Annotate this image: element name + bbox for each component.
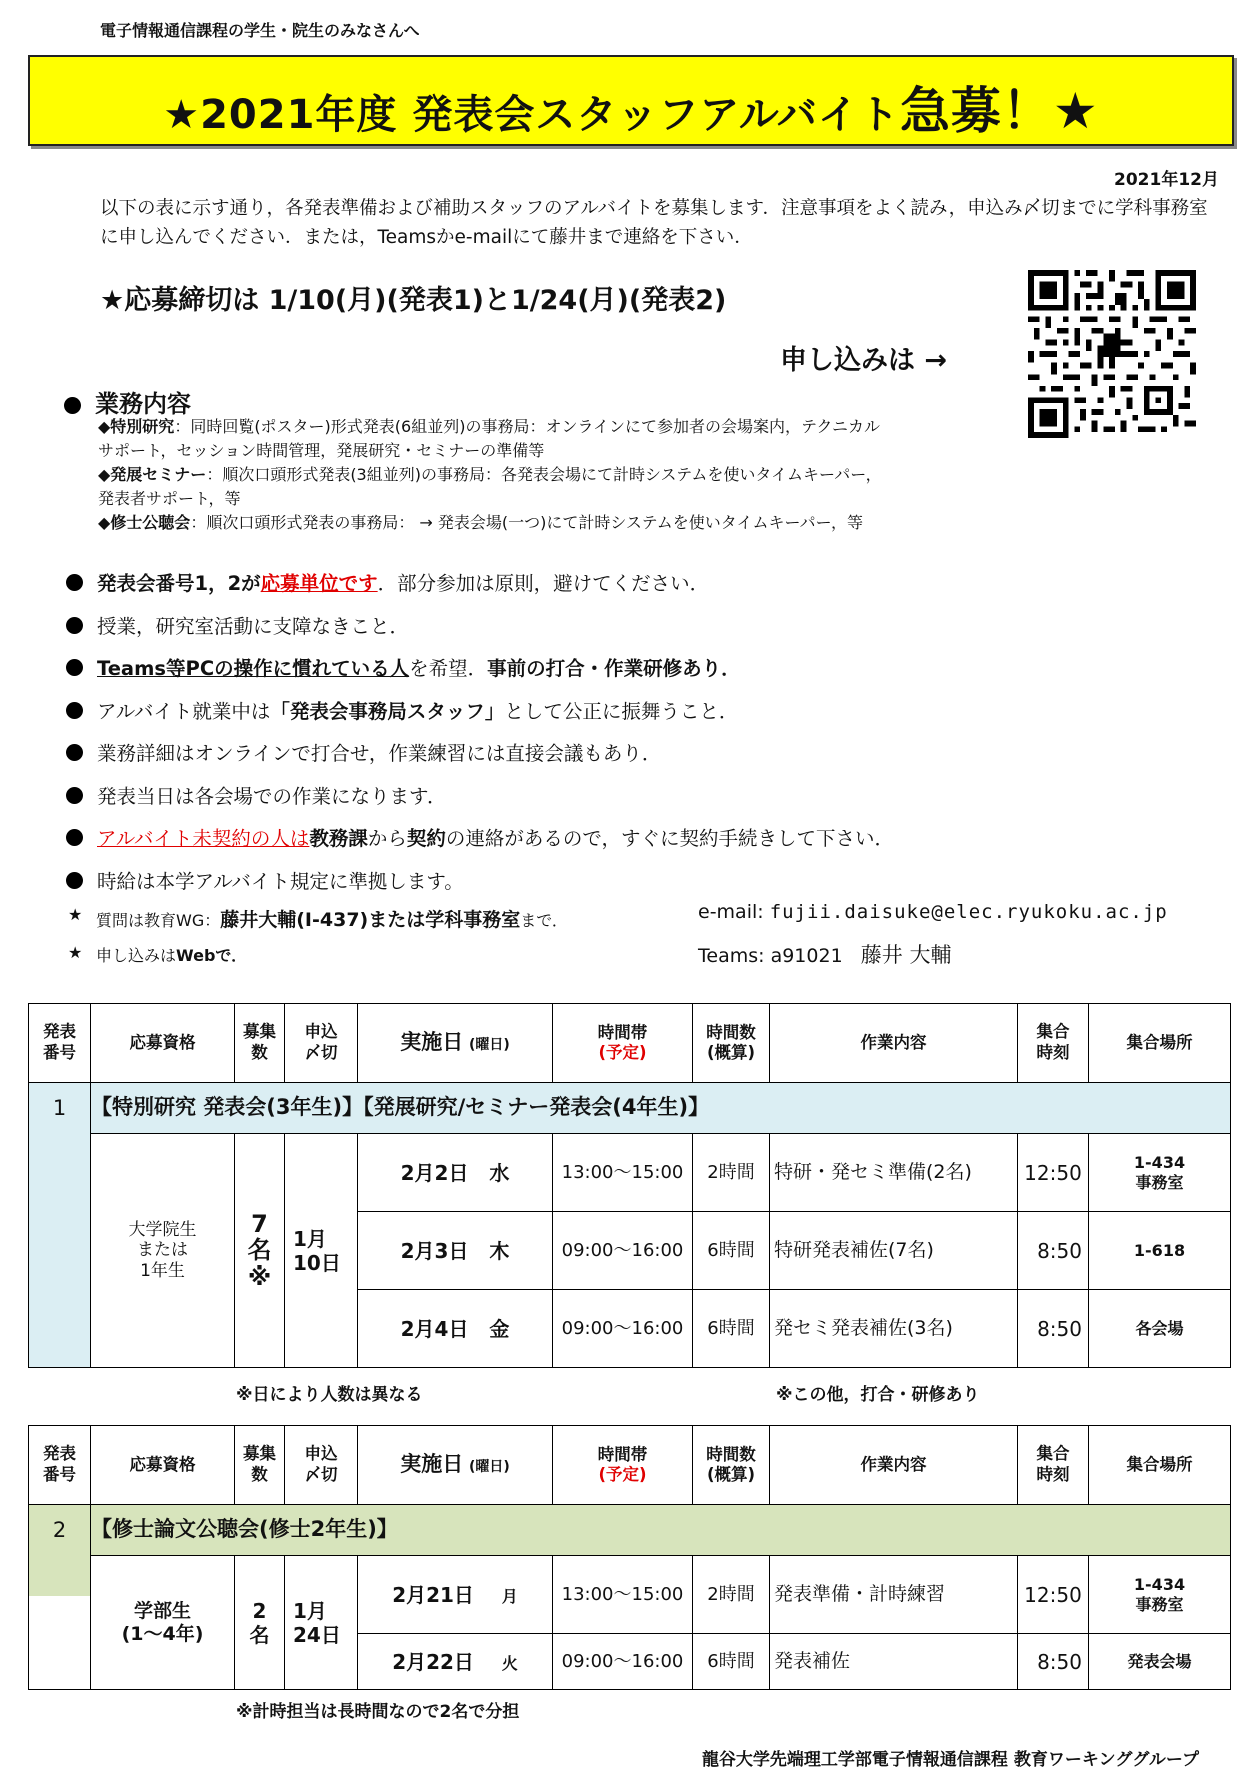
- table-row: [29, 1556, 1231, 1634]
- work-hours: 6時間: [693, 1290, 770, 1368]
- bullet-dot-icon: [66, 574, 83, 591]
- col-date: 実施日 (曜日): [358, 1004, 553, 1083]
- event-date: 2月21日 月: [358, 1556, 553, 1634]
- condition-item: アルバイト未契約の人は教務課から契約の連絡があるので，すぐに契約手続きして下さい．: [66, 823, 1216, 866]
- event-date: 2月3日 木: [358, 1212, 553, 1290]
- event-date: 2月22日 火: [358, 1634, 553, 1690]
- work-content: 特研・発セミ準備(2名): [770, 1134, 1018, 1212]
- qr-code-icon[interactable]: [1028, 270, 1196, 438]
- bullet-dot-icon: [66, 659, 83, 676]
- condition-item: 時給は本学アルバイト規定に準拠します。: [66, 866, 1216, 909]
- conditions-list: [66, 568, 1216, 908]
- col-no: 発表番号: [29, 1004, 91, 1083]
- time-slot: 13:00～15:00: [553, 1556, 693, 1634]
- intro-text: 以下の表に示す通り，各発表準備および補助スタッフのアルバイトを募集します．注意事項をよく読み，申込み〆切までに学科事務室に申し込んでください．または，Teamsかe-mailにて藤井まで連絡を下さい．: [100, 198, 1208, 248]
- meet-place: 1-618: [1089, 1212, 1231, 1290]
- apply-prompt: 申し込みは →: [780, 345, 948, 376]
- work-hours: 2時間: [693, 1134, 770, 1212]
- bullet-dot-icon: [66, 744, 83, 761]
- work-hours: 2時間: [693, 1556, 770, 1634]
- table-row: [29, 1134, 1231, 1212]
- duty-item-cont: 発表者サポート，等: [98, 489, 241, 508]
- deadline-notice: ★応募締切は 1/10(月)(発表1)と1/24(月)(発表2): [100, 285, 727, 316]
- condition-item: 発表会番号1，2が応募単位です．部分参加は原則，避けてください．: [66, 568, 1216, 611]
- meet-place: 発表会場: [1089, 1634, 1231, 1690]
- col-hours: 時間数 (概算): [693, 1426, 770, 1505]
- apply-deadline: 1月 24日: [285, 1556, 358, 1690]
- contact-info: [68, 901, 1218, 981]
- bullet-dot-icon: [66, 829, 83, 846]
- duty-item: ◆修士公聴会：順次口頭形式発表の事務局： → 発表会場(一つ)にて計時システムを使いタイムキーパー，等: [98, 513, 864, 532]
- event-date: 2月4日 金: [358, 1290, 553, 1368]
- meet-time: 12:50: [1018, 1134, 1089, 1212]
- duty-item: ◆特別研究：同時回覧(ポスター)形式発表(6組並列)の事務局：オンラインにて参加者の会場案内，テクニカル: [98, 417, 881, 436]
- bullet-dot-icon: [66, 617, 83, 634]
- col-time: 時間帯 (予定): [553, 1426, 693, 1505]
- meet-time: 12:50: [1018, 1556, 1089, 1634]
- work-hours: 6時間: [693, 1634, 770, 1690]
- contact-row: ★ 質問は教育WG：藤井大輔(I-437)または学科事務室まで． e-mail: fujii.daisuke@elec.ryukoku.ac.jp: [68, 901, 1168, 931]
- condition-item: 授業，研究室活動に支障なきこと．: [66, 611, 1216, 654]
- col-meet-time: 集合時刻: [1018, 1004, 1089, 1083]
- table-header-row: [29, 1426, 1231, 1505]
- meet-time: 8:50: [1018, 1634, 1089, 1690]
- schedule-table-2: [28, 1425, 1231, 1690]
- bullet-dot-icon: [66, 787, 83, 804]
- col-meet-time: 集合時刻: [1018, 1426, 1089, 1505]
- work-content: 発セミ発表補佐(3名): [770, 1290, 1018, 1368]
- meet-place: 1-434 事務室: [1089, 1134, 1231, 1212]
- schedule-table-1: [28, 1003, 1231, 1368]
- work-hours: 6時間: [693, 1212, 770, 1290]
- col-qual: 応募資格: [91, 1426, 235, 1505]
- col-place: 集合場所: [1089, 1426, 1231, 1505]
- teams-contact: Teams: a91021 藤井 大輔: [698, 943, 952, 967]
- email-address[interactable]: fujii.daisuke@elec.ryukoku.ac.jp: [769, 901, 1168, 923]
- col-deadline: 申込〆切: [285, 1426, 358, 1505]
- table1-note-left: ※日により人数は異なる: [236, 1385, 423, 1405]
- qualification: 学部生 (1～4年): [91, 1556, 235, 1690]
- qualification: 大学院生 または 1年生: [91, 1134, 235, 1368]
- col-no: 発表番号: [29, 1426, 91, 1505]
- star-icon: ★: [68, 943, 83, 962]
- work-content: 発表準備・計時練習: [770, 1556, 1018, 1634]
- duty-item: ◆発展セミナー：順次口頭形式発表(3組並列)の事務局：各発表会場にて計時システムを使いタイムキーパー，: [98, 465, 882, 484]
- table-header-row: [29, 1004, 1231, 1083]
- audience-line: 電子情報通信課程の学生・院生のみなさんへ: [100, 21, 420, 40]
- title-banner: [28, 55, 1234, 146]
- contact-row: ★ 申し込みはWebで． Teams: a91021 藤井 大輔: [68, 943, 1218, 981]
- col-count: 募集数: [235, 1004, 285, 1083]
- condition-item: Teams等PCの操作に慣れている人を希望．事前の打合・作業研修あり．: [66, 653, 1216, 696]
- work-content: 特研発表補佐(7名): [770, 1212, 1018, 1290]
- table1-note-right: ※この他，打合・研修あり: [776, 1385, 980, 1405]
- table2-note: ※計時担当は長時間なので2名で分担: [236, 1702, 520, 1722]
- col-place: 集合場所: [1089, 1004, 1231, 1083]
- work-content: 発表補佐: [770, 1634, 1018, 1690]
- recruit-count: 7 名 ※: [235, 1134, 285, 1368]
- apply-deadline: 1月 10日: [285, 1134, 358, 1368]
- page-title: ★2021年度 発表会スタッフアルバイト急募！★: [163, 82, 1099, 140]
- condition-item: 発表当日は各会場での作業になります．: [66, 781, 1216, 824]
- duties-heading: 業務内容: [64, 384, 191, 419]
- col-hours: 時間数 (概算): [693, 1004, 770, 1083]
- col-count: 募集数: [235, 1426, 285, 1505]
- time-slot: 09:00～16:00: [553, 1212, 693, 1290]
- session-banner: [29, 1505, 1231, 1556]
- star-icon: ★: [68, 905, 83, 924]
- duty-item-cont: サポート，セッション時間管理，発展研究・セミナーの準備等: [98, 441, 545, 460]
- condition-item: 業務詳細はオンラインで打合せ，作業練習には直接会議もあり．: [66, 738, 1216, 781]
- col-work: 作業内容: [770, 1004, 1018, 1083]
- footer-credit: 龍谷大学先端理工学部電子情報通信課程 教育ワーキンググループ: [701, 1750, 1199, 1770]
- col-date: 実施日 (曜日): [358, 1426, 553, 1505]
- recruit-count: 2 名: [235, 1556, 285, 1690]
- event-date: 2月2日 水: [358, 1134, 553, 1212]
- duties-list: [98, 415, 1038, 535]
- condition-item: アルバイト就業中は「発表会事務局スタッフ」として公正に振舞うこと．: [66, 696, 1216, 739]
- issue-date: 2021年12月: [1114, 170, 1219, 190]
- col-work: 作業内容: [770, 1426, 1018, 1505]
- session-number: 1: [29, 1083, 91, 1134]
- session-title: 【修士論文公聴会(修士2年生)】: [91, 1505, 1231, 1556]
- title-emphasis: 急募！★: [899, 82, 1099, 140]
- bullet-dot-icon: [66, 702, 83, 719]
- time-slot: 13:00～15:00: [553, 1134, 693, 1212]
- col-deadline: 申込〆切: [285, 1004, 358, 1083]
- email-contact: e-mail: fujii.daisuke@elec.ryukoku.ac.jp: [698, 901, 1168, 923]
- time-slot: 09:00～16:00: [553, 1634, 693, 1690]
- meet-place: 1-434 事務室: [1089, 1556, 1231, 1634]
- bullet-dot-icon: [66, 872, 83, 889]
- meet-time: 8:50: [1018, 1212, 1089, 1290]
- session-banner: [29, 1083, 1231, 1134]
- col-qual: 応募資格: [91, 1004, 235, 1083]
- time-slot: 09:00～16:00: [553, 1290, 693, 1368]
- meet-place: 各会場: [1089, 1290, 1231, 1368]
- session-title: 【特別研究 発表会(3年生)】【発展研究/セミナー発表会(4年生)】: [91, 1083, 1231, 1134]
- meet-time: 8:50: [1018, 1290, 1089, 1368]
- bullet-dot-icon: [64, 397, 81, 414]
- col-time: 時間帯 (予定): [553, 1004, 693, 1083]
- session-number: 2: [29, 1505, 91, 1556]
